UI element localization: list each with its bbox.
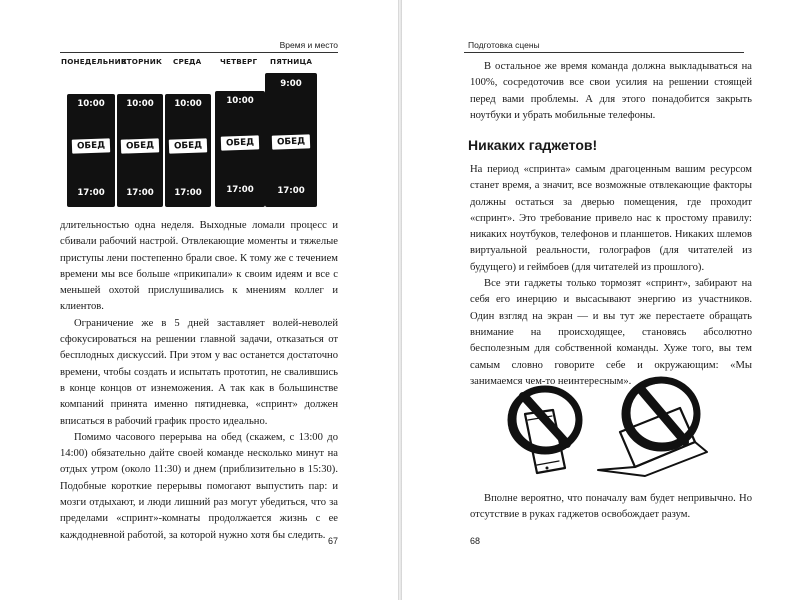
start-time: 10:00 [226,96,254,106]
day-label-thursday: ЧЕТВЕРГ [220,57,258,66]
day-label-wednesday: СРЕДА [173,57,202,66]
start-time: 10:00 [126,99,154,109]
lunch-label: ОБЕД [120,137,161,154]
right-page [402,0,800,600]
no-phone-icon [511,389,579,473]
day-bar-friday [265,73,317,207]
lunch-label: ОБЕД [271,133,312,150]
page-number: 67 [327,536,338,546]
intro-text [470,59,752,124]
end-time: 17:00 [277,186,305,196]
day-label-monday: ПОНЕДЕЛЬНИК [61,57,127,66]
running-header: Время и место [279,40,338,50]
paragraph: Все эти гаджеты только тормозят «спринт», забирают на себя его инерцию и высасывают энергию из участников. Один взгляд на экран — и вы тут же перестаете обращать внимание на происходящее, становясь абсолютно бесполезным для собственной команды. Хуже того, вы тем самым словно говорите себе и окружающим: «Мы занимаемся чем-то неинтересным». [470,278,752,387]
closing-text [470,491,752,524]
paragraph: длительностью одна неделя. Выходные ломали процесс и сбивали рабочий настрой. Отвлекающие моменты и тяжелые приступы лени постепенно брали свое. К тому же с течением времени мы все больше «прикипали» к своим идеям и все с меньшей охотой прислушивались к мнениям коллег и клиентов. [60,220,338,313]
end-time: 17:00 [226,185,254,195]
left-body-text [60,218,338,544]
day-bar-wednesday [165,94,211,207]
no-laptop-icon [598,380,707,476]
lunch-label: ОБЕД [220,134,261,151]
lunch-label: ОБЕД [71,137,112,154]
paragraph: Ограничение же в 5 дней заставляет волей-неволей сфокусироваться на решении главной задачи, отказаться от бесплодных дискуссий. При этом у вас останется достаточно времени, чтобы создать и испытать прототип, не свалившись в конце концов от изнеможения. А так как в большинстве компаний принята именно пятидневка, «спринт» должен вписаться в рабочий график просто идеально. [60,317,338,427]
page-number: 68 [470,536,481,546]
paragraph: На период «спринта» самым драгоценным вашим ресурсом станет время, а значит, все возможные отвлекающие факторы должны остаться за дверью помещения, где проходит «спринт». Это требование привело нас к простому правилу: никаких ноутбуков, телефонов и планшетов. Никаких шлемов виртуальной реальности, голографов (для читателей из будущего) и геймбоев (для читателей из прошлого). [470,164,752,273]
day-bar-monday [67,94,115,207]
no-gadgets-illustration [495,372,745,482]
day-bar-tuesday [117,94,163,207]
header-rule [464,52,744,53]
start-time: 10:00 [174,99,202,109]
right-body-text [470,162,752,390]
end-time: 17:00 [126,188,154,198]
end-time: 17:00 [174,188,202,198]
start-time: 10:00 [77,99,105,109]
end-time: 17:00 [77,188,105,198]
weekly-schedule-illustration [55,57,345,217]
day-label-tuesday: ВТОРНИК [121,57,163,66]
left-page [0,0,398,600]
day-label-friday: ПЯТНИЦА [270,57,313,66]
day-bar-thursday [215,91,265,207]
paragraph: Помимо часового перерыва на обед (скажем, с 13:00 до 14:00) обязательно дайте своей команде несколько минут на отдых утром (около 11:30) и днем (приблизительно в 15:30). Подобные короткие перерывы помогают выпустить пар: и мозги отдыхают, и люди лишний раз могут убедиться, что за пределами «спринт»-комнаты продолжается жизнь с ее каждодневной работой, за которой нужно хотя бы следить. [60,431,338,541]
paragraph: Вполне вероятно, что поначалу вам будет непривычно. Но отсутствие в руках гаджетов освобождает разум. [470,493,752,521]
start-time: 9:00 [280,79,302,89]
paragraph: В остальное же время команда должна выкладываться на 100%, сосредоточив все свои усилия на решении стоящей перед вами проблемы. А для этого понадобится закрыть ноутбуки и убрать мобильные телефоны. [470,61,752,121]
running-header: Подготовка сцены [468,40,540,50]
header-rule [60,52,338,53]
lunch-label: ОБЕД [168,137,209,154]
section-heading: Никаких гаджетов! [468,137,598,153]
